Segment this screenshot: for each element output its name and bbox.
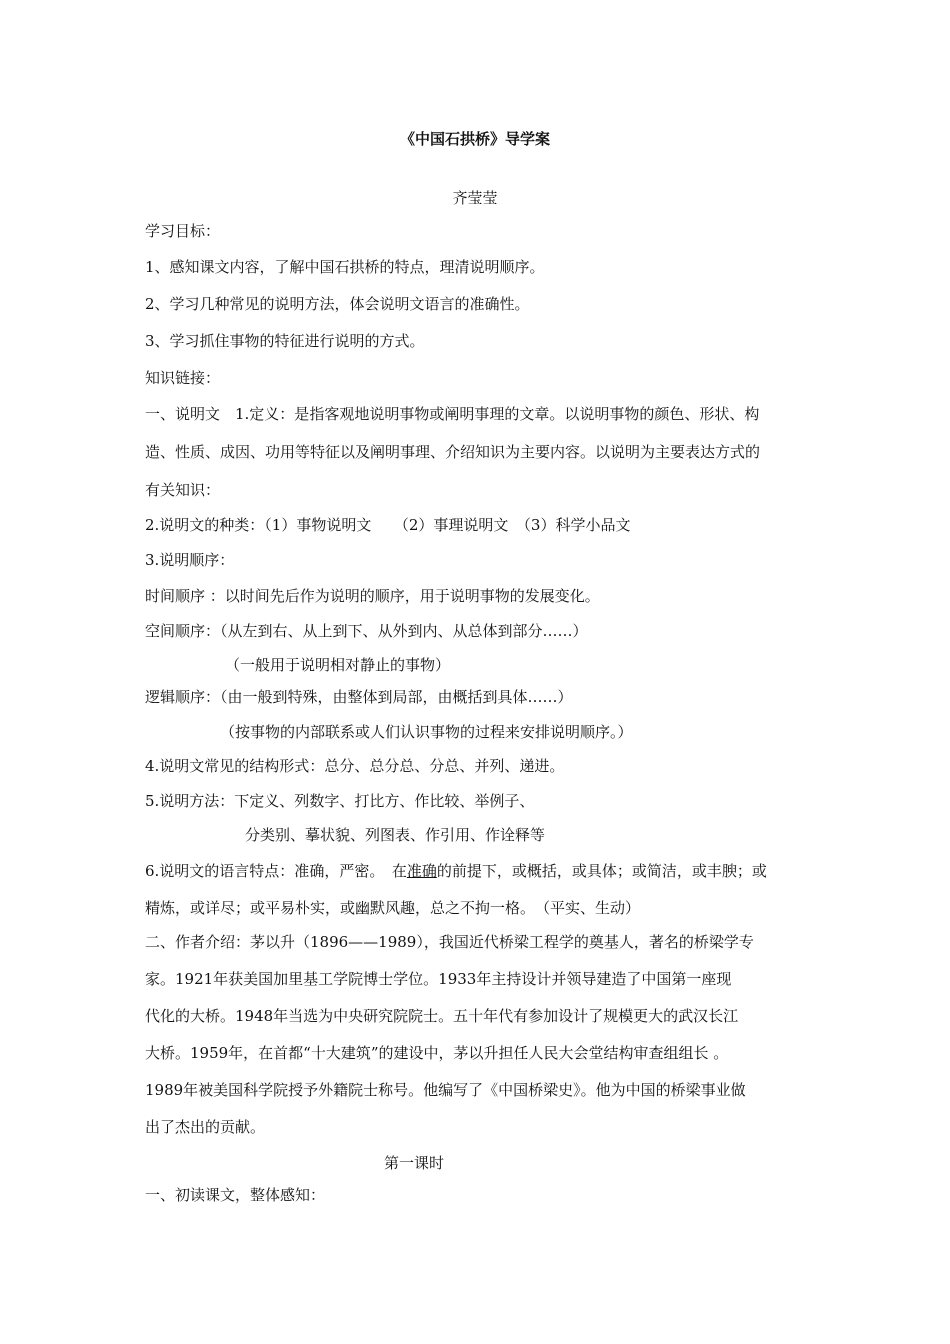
time-order: 时间顺序 ：以时间先后作为说明的顺序，用于说明事物的发展变化。 bbox=[145, 587, 600, 605]
definition-line: 一、说明文 1.定义：是指客观地说明事物或阐明事理的文章。以说明事物的颜色、形状、构 bbox=[145, 405, 760, 423]
lesson-title: 第一课时 bbox=[384, 1154, 445, 1172]
definition-line: 有关知识： bbox=[145, 481, 221, 499]
author-intro-line: 代化的大桥。1948年当选为中央研究院院士。五十年代有参加设计了规模更大的武汉长江 bbox=[145, 1007, 739, 1025]
language-line bbox=[145, 861, 825, 881]
structure-line: 4.说明文常见的结构形式：总分、总分总、分总、并列、递进。 bbox=[145, 757, 565, 775]
space-order-note: （一般用于说明相对静止的事物） bbox=[225, 656, 451, 674]
language-text: 的前提下，或概括，或具体；或简洁，或丰腴；或 bbox=[436, 862, 767, 880]
definition-line: 造、性质、成因、功用等特征以及阐明事理、介绍知识为主要内容。以说明为主要表达方式的 bbox=[145, 443, 761, 461]
author-intro-line: 二、作者介绍：茅以升（1896——1989），我国近代桥梁工程学的奠基人，著名的桥梁学专 bbox=[145, 933, 754, 951]
underlined-term: 准确 bbox=[406, 862, 437, 880]
logic-order: 逻辑顺序：（由一般到特殊，由整体到局部，由概括到具体……） bbox=[145, 688, 573, 706]
language-text: 6.说明文的语言特点：准确，严密。 在 bbox=[145, 862, 407, 880]
types-line: 2.说明文的种类：（1）事物说明文 （2）事理说明文 （3）科学小品文 bbox=[145, 516, 631, 534]
knowledge-heading: 知识链接： bbox=[145, 369, 221, 387]
space-order: 空间顺序：（从左到右、从上到下、从外到内、从总体到部分……） bbox=[145, 622, 588, 640]
logic-order-note: （按事物的内部联系或人们认识事物的过程来安排说明顺序。） bbox=[220, 723, 633, 741]
goals-heading: 学习目标： bbox=[145, 222, 221, 240]
goal-item: 2、学习几种常见的说明方法，体会说明文语言的准确性。 bbox=[145, 295, 530, 313]
author-intro-line: 出了杰出的贡献。 bbox=[145, 1118, 266, 1136]
methods-line: 分类别、摹状貌、列图表、作引用、作诠释等 bbox=[245, 826, 546, 844]
author-intro-line: 大桥。1959年，在首都“十大建筑”的建设中，茅以升担任人民大会堂结构审查组组长 。 bbox=[145, 1044, 729, 1062]
section-heading: 一、初读课文，整体感知： bbox=[145, 1186, 326, 1204]
author-intro-line: 1989年被美国科学院授予外籍院士称号。他编写了《中国桥梁史》。他为中国的桥梁事业做 bbox=[145, 1081, 746, 1099]
language-line: 精炼，或详尽；或平易朴实，或幽默风趣，总之不拘一格。 （平实、生动） bbox=[145, 899, 641, 917]
page-title: 《中国石拱桥》导学案 bbox=[399, 130, 550, 148]
order-heading: 3.说明顺序： bbox=[145, 551, 235, 569]
methods-line: 5.说明方法：下定义、列数字、打比方、作比较、举例子、 bbox=[145, 792, 535, 810]
author-name: 齐莹莹 bbox=[452, 189, 498, 207]
goal-item: 1、感知课文内容，了解中国石拱桥的特点，理清说明顺序。 bbox=[145, 258, 545, 276]
goal-item: 3、学习抓住事物的特征进行说明的方式。 bbox=[145, 332, 425, 350]
author-intro-line: 家。1921年获美国加里基工学院博士学位。1933年主持设计并领导建造了中国第一座现 bbox=[145, 970, 732, 988]
